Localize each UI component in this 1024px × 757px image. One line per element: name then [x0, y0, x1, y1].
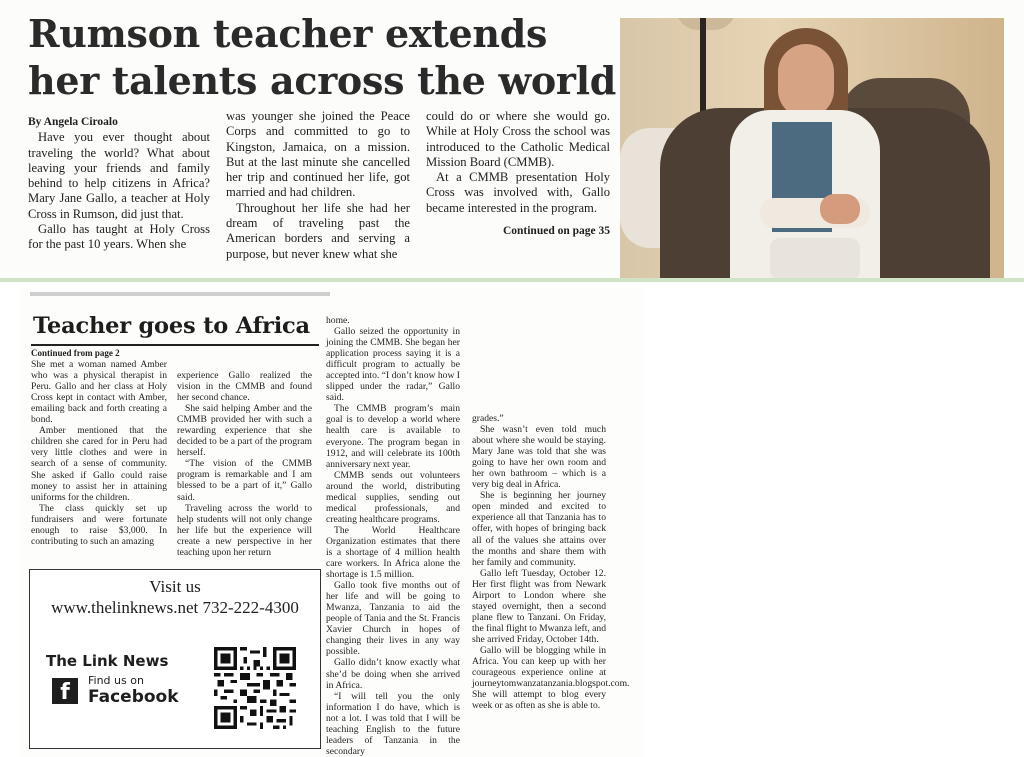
- paragraph: The World Healthcare Organization estimates that there is a shortage of 4 million health care workers. In Africa alone the shortage is 1.5 million.: [326, 524, 460, 581]
- paragraph: Gallo took five months out of her life and will be going to Mwanza, Tanzania to aid the people of Tania and the St. Francis Xavier Church in hopes of changing their lives in any way possible.: [326, 580, 460, 658]
- paragraph: “The vision of the CMMB program is remarkable and I am blessed to be a part of it,” Gallo said.: [177, 458, 312, 503]
- continuation-column-1: [31, 348, 167, 547]
- divider: [31, 344, 319, 346]
- paragraph: Gallo didn’t know exactly what she’d be doing when she arrived in Africa.: [326, 657, 460, 691]
- paragraph: Gallo will be blogging while in Africa. You can keep up with her courageous experience online at journeytomwanzatanzania.blogspot.com. She will attempt to blog every week or as often as she is able to.: [472, 644, 630, 712]
- paragraph: Throughout her life she had her dream of traveling past the American borders and serving a purpose, but never knew what she: [226, 200, 410, 261]
- continuation-headline: Teacher goes to Africa: [33, 313, 310, 339]
- article-headline: Rumson teacher extends her talents across the world: [28, 11, 617, 103]
- paragraph: could do or where she would go. While at Holy Cross the school was introduced to the Catholic Medical Mission Board (CMMB).: [426, 109, 610, 169]
- byline: By Angela Ciroalo: [28, 116, 118, 128]
- facebook-find-us-label: Find us on: [88, 674, 144, 687]
- qr-code-icon[interactable]: [214, 647, 296, 729]
- paragraph: Amber mentioned that the children she cared for in Peru had very little clothes and were in search of a sense of community. She asked if Gallo could raise money to assist her in attaining uniforms for the children.: [31, 425, 167, 503]
- paragraph: Have you ever thought about traveling the world? What about leaving your friends and family behind to help citizens in Africa? Mary Jane Gallo, a teacher at Holy Cross in Rumson, did just that.: [28, 130, 210, 221]
- paragraph: was younger she joined the Peace Corps and committed to go to Kingston, Jamaica, on a mission. But at the last minute she cancelled her trip and continued her life, got married and had children.: [226, 109, 410, 200]
- divider: [0, 278, 1024, 282]
- paragraph: experience Gallo realized the vision in the CMMB and found her second chance.: [177, 370, 312, 404]
- facebook-icon: f: [52, 678, 78, 704]
- paragraph: She met a woman named Amber who was a physical therapist in Peru. Gallo and her class at Holy Cross kept in contact with Amber, emailing back and forth creating a bond.: [31, 359, 167, 426]
- paragraph: CMMB sends out volunteers around the world, distributing medical supplies, sending out medical professionals, and creating healthcare programs.: [326, 469, 460, 525]
- paragraph: Gallo seized the opportunity in joining the CMMB. She began her application process saying it is a difficult program to actually be accepted into. “I don’t know how I slipped under the radar,” Gallo said.: [326, 326, 460, 404]
- article-column-1: [28, 115, 210, 253]
- facebook-label[interactable]: Facebook: [88, 687, 179, 707]
- paragraph: Gallo has taught at Holy Cross for the past 10 years. When she: [28, 222, 210, 252]
- continuation-column-3: [326, 315, 460, 757]
- ad-brand-name: The Link News: [46, 652, 169, 670]
- continued-from-label: Continued from page 2: [31, 348, 120, 358]
- paragraph: grades.”: [472, 413, 504, 424]
- paragraph: She said helping Amber and the CMMB provided her with such a rewarding experience that she decided to be a part of the program herself.: [177, 403, 312, 459]
- paragraph: Traveling across the world to help students will not only change her life but the experience will create a new perspective in her teaching upon her return: [177, 502, 312, 558]
- paragraph: “I will tell you the only information I do have, which is not a lot. I was told that I will be teaching English to the future leaders of Tanzania in the secondary: [326, 690, 460, 757]
- advertisement-box: [29, 569, 321, 749]
- paragraph: She wasn’t even told much about where she would be staying. Mary Jane was told that she was going to have her own room and her own bathroom – which is a very big deal in Africa.: [472, 424, 606, 491]
- page-header-line: [30, 292, 330, 296]
- article-column-2: [226, 109, 410, 262]
- paragraph: The CMMB program’s main goal is to develop a world where health care is available to everyone. The program began in 1912, and will celebrate its 100th anniversary next year.: [326, 403, 460, 470]
- paragraph: The class quickly set up fundraisers and were fortunate enough to raise $3,000. In contributing to such an amazing: [31, 502, 167, 547]
- continuation-column-4: [472, 413, 630, 712]
- ad-visit-text: Visit us: [149, 577, 201, 596]
- paragraph: She is beginning her journey open minded and excited to experience all that Tanzania has to offer, with hopes of bringing back all of the values she attains over the months and share them with her family and community.: [472, 490, 606, 568]
- ad-website-phone[interactable]: www.thelinknews.net 732-222-4300: [51, 598, 299, 617]
- paragraph: At a CMMB presentation Holy Cross was involved with, Gallo became interested in the program.: [426, 170, 610, 215]
- continuation-column-2: [177, 370, 312, 558]
- paragraph: home.: [326, 315, 350, 326]
- teacher-photo: [620, 18, 1004, 280]
- continued-on-label: Continued on page 35: [502, 225, 610, 238]
- article-column-3: [426, 109, 610, 239]
- paragraph: Gallo left Tuesday, October 12. Her first flight was from Newark Airport to London where she stayed overnight, then a second plane flew to Tanzani. On Friday, the final flight to Mwanza left, and she arrived Friday, October 14th.: [472, 567, 607, 645]
